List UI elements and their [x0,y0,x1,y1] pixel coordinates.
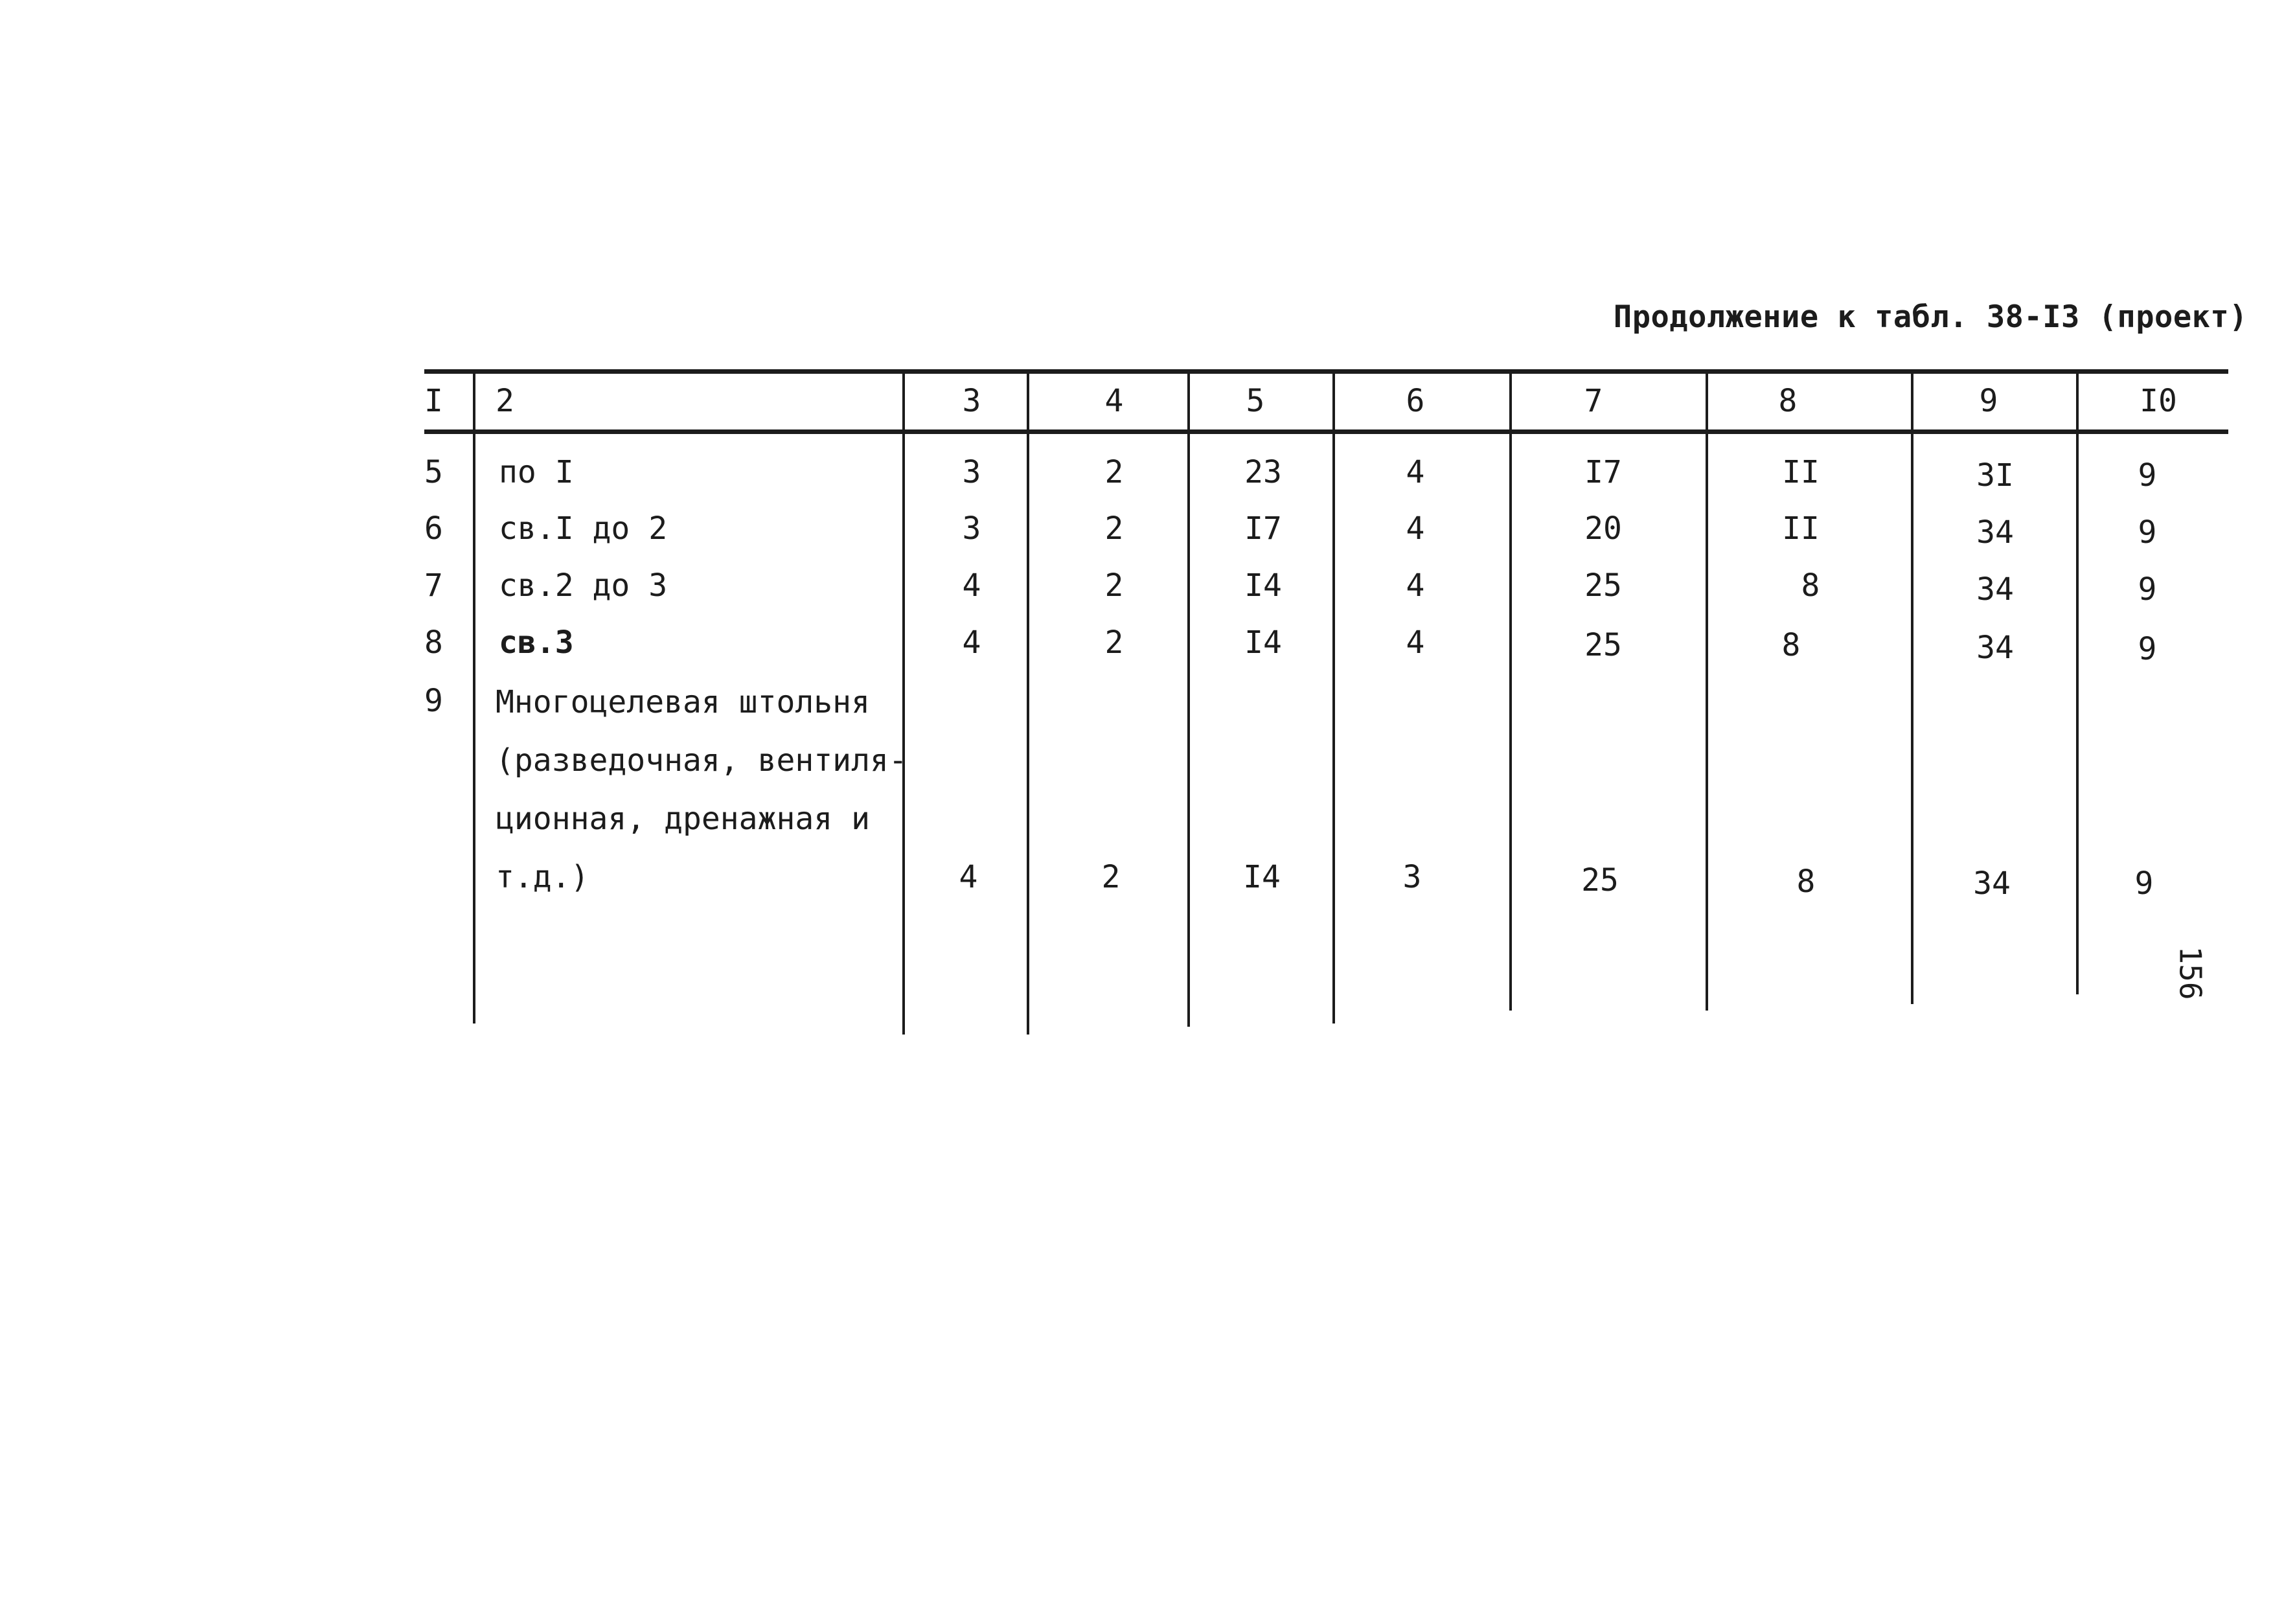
table-cell: 4 [1406,567,1425,604]
header-cell-6: 6 [1406,383,1425,419]
column-divider [1332,372,1335,1024]
table-cell: 9 [2138,457,2157,494]
row-label-line: ционная, дренажная и [496,801,870,837]
table-cell: 2 [1101,859,1121,895]
table-cell: 4 [962,624,981,661]
table-cell: 34 [1973,865,2011,902]
table-cell: 2 [1104,624,1124,661]
column-divider [2076,372,2079,994]
table-cell: 34 [1976,630,2014,666]
table-top-rule [424,369,2228,374]
row-label: по I [499,454,574,490]
table-cell: 8 [1796,863,1816,900]
header-cell-3: 3 [962,383,981,419]
column-divider [473,372,475,1024]
table-cell: 3I [1976,457,2014,494]
column-divider [902,372,905,1035]
header-cell-2: 2 [496,383,514,419]
row-number: 5 [424,454,443,490]
table-cell: I4 [1244,567,1282,604]
table-cell: 25 [1581,862,1619,898]
table-cell: I7 [1244,510,1282,547]
row-label: св.2 до 3 [499,567,668,604]
column-divider [1187,372,1190,1027]
table-cell: 9 [2138,631,2157,667]
header-cell-5: 5 [1246,383,1265,419]
table-cell: I4 [1243,859,1281,895]
table-cell: 3 [962,454,981,490]
table-cell: 3 [1402,859,1422,895]
table-cell: 4 [962,567,981,604]
table-cell: 23 [1244,454,1282,490]
table-cell: 4 [959,859,978,895]
row-label-line: Многоцелевая штольня [496,684,870,720]
page-number: 156 [2173,946,2208,1000]
column-divider [1911,372,1913,1004]
row-number: 7 [424,567,443,604]
table-cell: 34 [1976,571,2014,608]
table-cell: 8 [1781,627,1801,663]
header-cell-7: 7 [1584,383,1603,419]
table-cell: I4 [1244,624,1282,661]
column-divider [1027,372,1029,1035]
table-cell: II [1782,510,1820,547]
table-cell: 8 [1801,567,1820,604]
header-cell-4: 4 [1104,383,1124,419]
table-cell: 2 [1104,510,1124,547]
row-label-line: (разведочная, вентиля- [496,742,908,779]
row-number: 6 [424,510,443,547]
table-cell: I7 [1584,454,1622,490]
row-number: 8 [424,624,443,661]
table-caption: Продолжение к табл. 38-I3 (проект) [1613,299,2248,335]
header-cell-1: I [424,383,443,419]
header-cell-9: 9 [1979,383,1998,419]
table-cell: 20 [1584,510,1622,547]
table-cell: 2 [1104,454,1124,490]
table-cell: II [1782,454,1820,490]
table-cell: 9 [2138,514,2157,551]
table-cell: 25 [1584,567,1622,604]
row-number: 9 [424,683,443,719]
table-cell: 9 [2138,571,2157,608]
row-label: св.3 [499,624,574,661]
table-cell: 25 [1584,627,1622,663]
table-cell: 3 [962,510,981,547]
table-cell: 4 [1406,454,1425,490]
table-cell: 34 [1976,514,2014,551]
table-cell: 2 [1104,567,1124,604]
table-cell: 9 [2134,865,2154,902]
row-label-line: т.д.) [496,859,589,895]
header-cell-8: 8 [1778,383,1798,419]
table-cell: 4 [1406,510,1425,547]
header-cell-10: I0 [2140,383,2177,419]
column-divider [1706,372,1708,1011]
column-divider [1509,372,1512,1011]
table-header-rule [424,429,2228,434]
row-label: св.I до 2 [499,510,668,547]
table-cell: 4 [1406,624,1425,661]
